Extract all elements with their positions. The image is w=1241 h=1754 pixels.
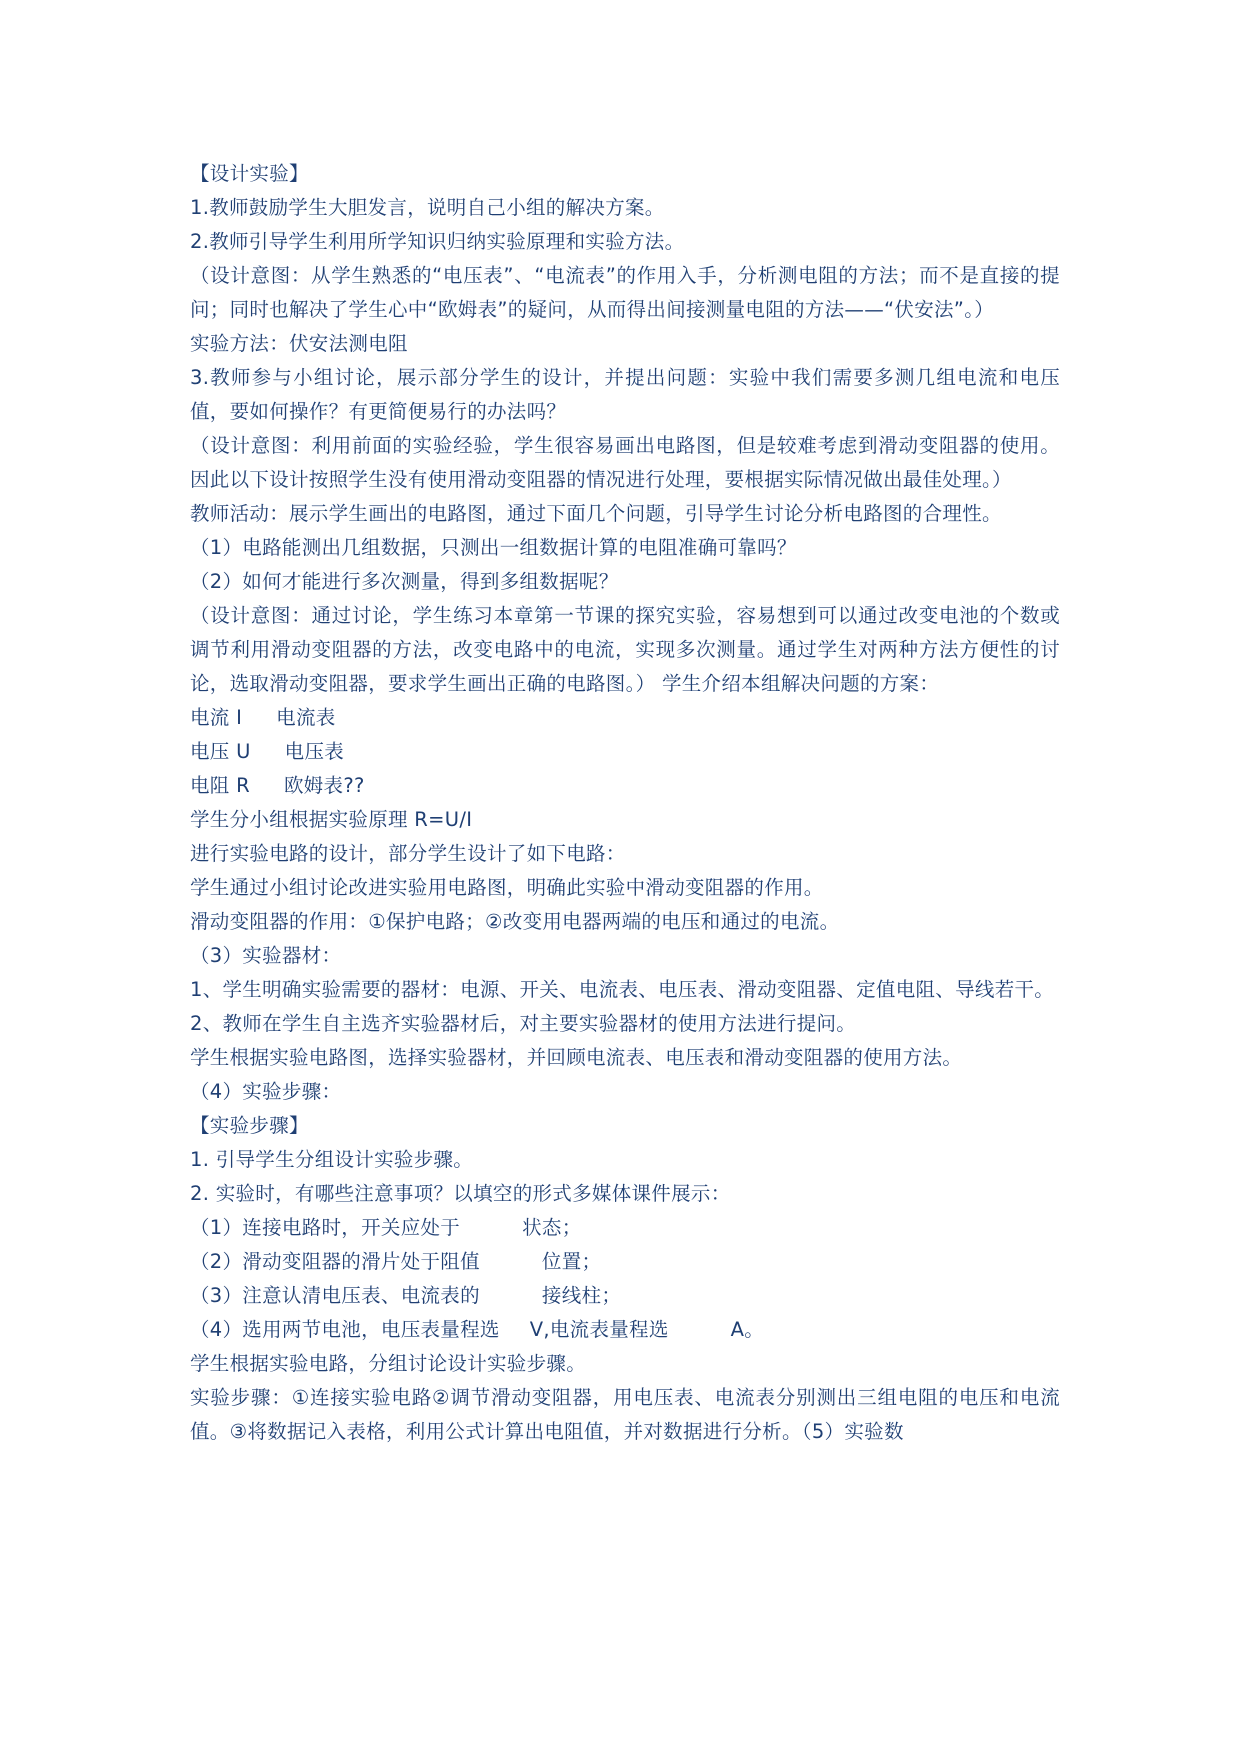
paragraph: 滑动变阻器的作用：①保护电路；②改变用电器两端的电压和通过的电流。 — [190, 910, 840, 933]
quantity-row — [190, 769, 1060, 803]
subsection-heading: （4）实验步骤： — [190, 1080, 342, 1103]
paragraph: 3.教师参与小组讨论，展示部分学生的设计，并提出问题：实验中我们需要多测几组电流和电压值，要如何操作？有更简便易行的办法吗？ — [190, 366, 1060, 423]
subsection-heading: （3）实验器材： — [190, 944, 342, 967]
step-item: 2. 实验时，有哪些注意事项？以填空的形式多媒体课件展示： — [190, 1182, 731, 1205]
paragraph: 学生分小组根据实验原理 R=U/I — [190, 808, 473, 831]
paragraph: 实验步骤：①连接实验电路②调节滑动变阻器，用电压表、电流表分别测出三组电阻的电压和电流值。③将数据记入表格，利用公式计算出电阻值，并对数据进行分析。（5）实验数 — [190, 1386, 1060, 1443]
instrument-label: 电压表 — [284, 740, 345, 763]
paragraph: 学生根据实验电路，分组讨论设计实验步骤。 — [190, 1352, 587, 1375]
paragraph: 学生通过小组讨论改进实验用电路图，明确此实验中滑动变阻器的作用。 — [190, 876, 824, 899]
section-heading-design: 【设计实验】 — [190, 162, 309, 185]
paragraph: 1、学生明确实验需要的器材：电源、开关、电流表、电压表、滑动变阻器、定值电阻、导线若干。 — [190, 978, 1055, 1001]
question-item: （2）如何才能进行多次测量，得到多组数据呢？ — [190, 570, 619, 593]
instrument-label: 电流表 — [276, 706, 336, 729]
quantity-label: 电流 I — [190, 706, 243, 729]
quantity-row — [190, 735, 1060, 769]
step-item: 1. 引导学生分组设计实验步骤。 — [190, 1148, 474, 1171]
instrument-label: 欧姆表?? — [283, 774, 365, 797]
fill-blank-item: （3）注意认清电压表、电流表的 接线柱； — [190, 1284, 622, 1307]
design-intent-note: （设计意图：从学生熟悉的“电压表”、“电流表”的作用入手，分析测电阻的方法；而不是直接的提问；同时也解决了学生心中“欧姆表”的疑问，从而得出间接测量电阻的方法——“伏安法”。） — [190, 264, 1060, 321]
quantity-row — [190, 701, 1060, 735]
paragraph: 实验方法：伏安法测电阻 — [190, 332, 408, 355]
design-intent-note: （设计意图：利用前面的实验经验，学生很容易画出电路图，但是较难考虑到滑动变阻器的使用。因此以下设计按照学生没有使用滑动变阻器的情况进行处理，要根据实际情况做出最佳处理。） — [190, 434, 1060, 491]
paragraph: 2、教师在学生自主选齐实验器材后，对主要实验器材的使用方法进行提问。 — [190, 1012, 857, 1035]
fill-blank-item: （4）选用两节电池，电压表量程选 V,电流表量程选 A。 — [190, 1318, 765, 1341]
quantity-label: 电阻 R — [190, 774, 250, 797]
quantity-label: 电压 U — [190, 740, 251, 763]
paragraph: 教师活动：展示学生画出的电路图，通过下面几个问题，引导学生讨论分析电路图的合理性。 — [190, 502, 1002, 525]
section-heading-steps: 【实验步骤】 — [190, 1114, 309, 1137]
question-item: （1）电路能测出几组数据，只测出一组数据计算的电阻准确可靠吗？ — [190, 536, 797, 559]
fill-blank-item: （1）连接电路时，开关应处于 状态； — [190, 1216, 582, 1239]
document-body — [190, 157, 1060, 1449]
fill-blank-item: （2）滑动变阻器的滑片处于阻值 位置； — [190, 1250, 602, 1273]
paragraph: 2.教师引导学生利用所学知识归纳实验原理和实验方法。 — [190, 230, 685, 253]
design-intent-note: （设计意图：通过讨论，学生练习本章第一节课的探究实验，容易想到可以通过改变电池的个数或调节利用滑动变阻器的方法，改变电路中的电流，实现多次测量。通过学生对两种方法方便性的讨论，选取滑动变阻器，要求学生画出正确的电路图。） 学生介绍本组解决问题的方案： — [190, 604, 1060, 695]
paragraph: 学生根据实验电路图，选择实验器材，并回顾电流表、电压表和滑动变阻器的使用方法。 — [190, 1046, 963, 1069]
paragraph: 进行实验电路的设计，部分学生设计了如下电路： — [190, 842, 626, 865]
paragraph: 1.教师鼓励学生大胆发言，说明自己小组的解决方案。 — [190, 196, 665, 219]
